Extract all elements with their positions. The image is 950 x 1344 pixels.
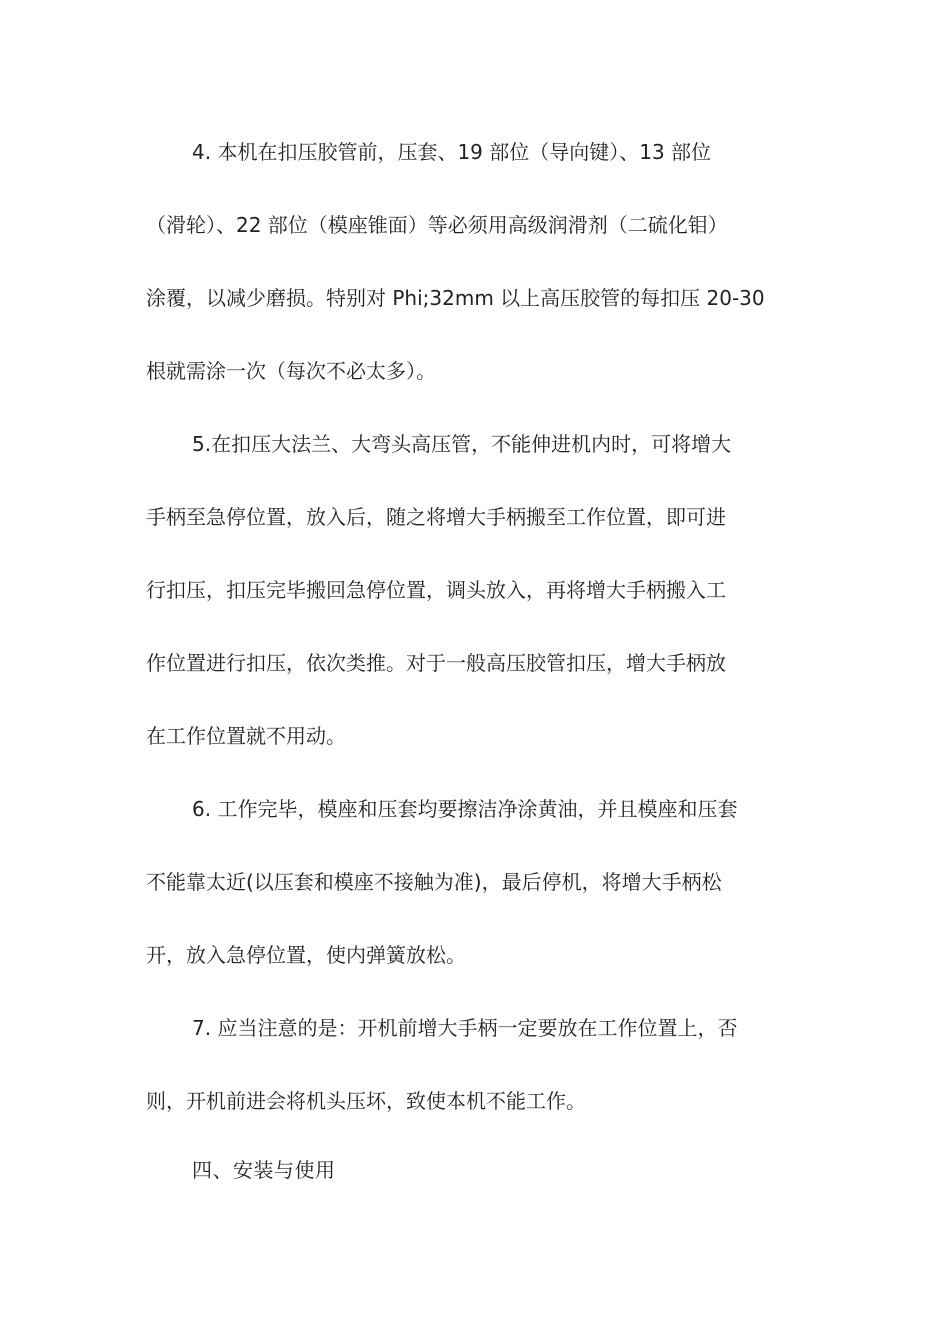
- text-line: 作位置进行扣压，依次类推。对于一般高压胶管扣压，增大手柄放: [146, 651, 726, 675]
- text-line: 则，开机前进会将机头压坏，致使本机不能工作。: [146, 1089, 586, 1113]
- paragraph-item-7: [146, 1004, 806, 1150]
- paragraph-item-4: [146, 128, 806, 420]
- text-line: 涂覆，以减少磨损。特别对 Phi;32mm 以上高压胶管的每扣压 20-30: [146, 286, 765, 310]
- text-line: 5.在扣压大法兰、大弯头高压管，不能伸进机内时，可将增大: [192, 432, 732, 456]
- paragraph-item-6: [146, 785, 806, 1004]
- text-line: 开，放入急停位置，使内弹簧放松。: [146, 943, 466, 967]
- text-line: （滑轮）、22 部位（模座锥面）等必须用高级润滑剂（二硫化钼）: [146, 213, 728, 237]
- text-line: 在工作位置就不用动。: [146, 724, 346, 748]
- text-line: 4. 本机在扣压胶管前，压套、19 部位（导向键）、13 部位: [192, 140, 712, 164]
- text-line: 行扣压，扣压完毕搬回急停位置，调头放入，再将增大手柄搬入工: [146, 578, 726, 602]
- document-body: [146, 128, 806, 1210]
- text-line: 根就需涂一次（每次不必太多）。: [146, 359, 436, 383]
- paragraph-item-5: [146, 420, 806, 785]
- text-line: 手柄至急停位置，放入后，随之将增大手柄搬至工作位置，即可进: [146, 505, 726, 529]
- section-heading: 四、安装与使用: [192, 1158, 336, 1182]
- text-line: 6. 工作完毕，模座和压套均要擦洁净涂黄油，并且模座和压套: [192, 797, 738, 821]
- text-line: 不能靠太近(以压套和模座不接触为准)，最后停机，将增大手柄松: [146, 870, 722, 894]
- text-line: 7. 应当注意的是：开机前增大手柄一定要放在工作位置上，否: [192, 1016, 738, 1040]
